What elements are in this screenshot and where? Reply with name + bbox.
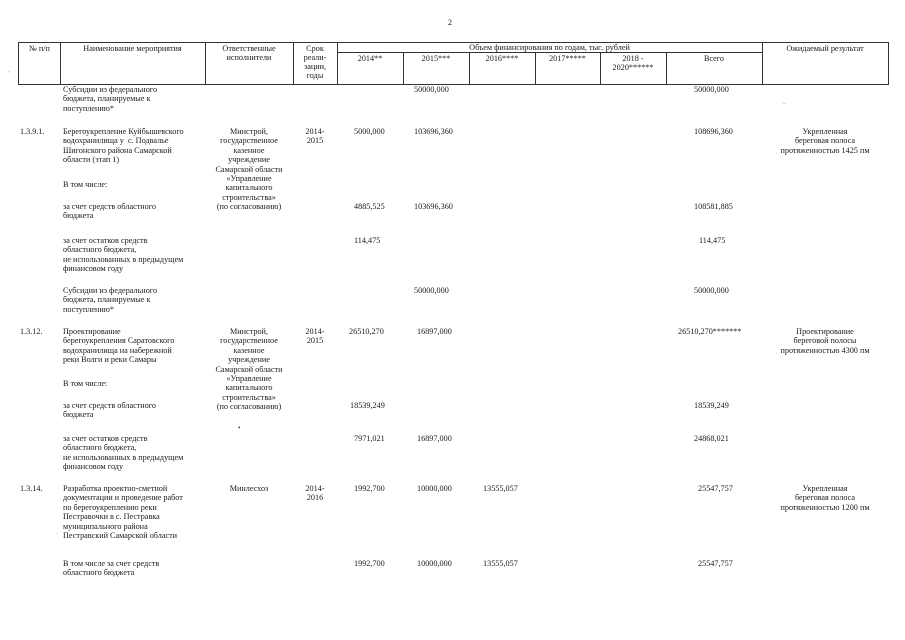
cell-term-1312: 2014- 2015: [305, 327, 325, 346]
cell-num-1312: 1.3.12.: [20, 327, 43, 336]
cell-name-1312-sub2: за счет остатков средств областного бюджета, не использованных в предыдущем финансовом году: [63, 434, 184, 472]
cell-value-1314-sub1-2014: 1992,700: [354, 559, 385, 568]
cell-value-1312-sub1-total: 18539,249: [694, 401, 729, 410]
cell-value-1312-2015: 16897,000: [417, 327, 452, 336]
cell-value-1391-2014: 5000,000: [354, 127, 385, 136]
cell-value-1312-sub2-2015: 16897,000: [417, 434, 452, 443]
cell-value-1391-total: 108696,360: [694, 127, 733, 136]
cell-value-1314-total: 25547,757: [698, 484, 733, 493]
cell-value-1391-sub3-2015: 50000,000: [414, 286, 449, 295]
cell-name-1391: Берегоукрепление Куйбышевского водохранилища у с. Подвалье Шигонского района Самарской области (этап 1): [63, 127, 184, 165]
cell-value-1314-sub1-2016: 13555,057: [483, 559, 518, 568]
cell-name-1391-sub3: Субсидии из федерального бюджета, планируемые к поступлению*: [63, 286, 158, 314]
cell-value-1391-sub1-2015: 103696,360: [414, 202, 453, 211]
page-number: 2: [448, 18, 452, 27]
cell-value-1314-2015: 10000,000: [417, 484, 452, 493]
cell-name-top-subsidy: Субсидии из федерального бюджета, планируемые к поступлению*: [63, 85, 158, 113]
cell-term-1314: 2014- 2016: [305, 484, 325, 503]
cell-value-1312-total: 26510,270*******: [678, 327, 742, 336]
cell-name-1312: Проектирование берегоукрепления Саратовского водохранилища на набережной реки Волги и реки Самары: [63, 327, 175, 365]
cell-name-1314: Разработка проектно-сметной документации и проведение работ по берегоукреплению реки Пестравочки в с. Пестравка муниципального района Пестравский Самарской области: [63, 484, 183, 541]
cell-name-1314-sub1: В том числе за счет средств областного бюджета: [63, 559, 160, 578]
header-2014: 2014**: [357, 54, 383, 63]
cell-name-1391-sub2: за счет остатков средств областного бюджета, не использованных в предыдущем финансовом году: [63, 236, 184, 274]
cell-name-1312-sub1: за счет средств областного бюджета: [63, 401, 157, 420]
header-finance: Объем финансирования по годам, тыс. рублей: [469, 43, 630, 52]
cell-num-1314: 1.3.14.: [20, 484, 43, 493]
cell-resp-1312: Минстрой, государственное казенное учреждение Самарской области «Управление капитального строительства» (по согласованию): [215, 327, 283, 412]
header-result: Ожидаемый результат: [786, 44, 864, 53]
scan-speck: ~: [782, 100, 786, 108]
cell-incl-1312: В том числе:: [63, 379, 108, 388]
cell-value-1312-sub2-total: 24868,021: [694, 434, 729, 443]
cell-value-1314-sub1-2015: 10000,000: [417, 559, 452, 568]
scan-speck: ,: [8, 66, 10, 74]
cell-value-1312-2014: 26510,270: [349, 327, 384, 336]
cell-value-1391-sub1-2014: 4885,525: [354, 202, 385, 211]
cell-value-1312-sub2-2014: 7971,021: [354, 434, 385, 443]
header-2018-2020: 2018 - 2020******: [612, 54, 654, 72]
cell-result-1312: Проектирование береговой полосы протяженностью 4300 пм: [780, 327, 870, 355]
cell-value-1314-2016: 13555,057: [483, 484, 518, 493]
cell-num-1391: 1.3.9.1.: [20, 127, 45, 136]
header-name: Наименование мероприятия: [83, 44, 182, 53]
cell-name-1391-sub1: за счет средств областного бюджета: [63, 202, 157, 221]
scan-speck: •: [238, 424, 241, 432]
cell-resp-1314: Минлесхоз: [229, 484, 269, 493]
cell-result-1391: Укрепленная береговая полоса протяженностью 1425 пм: [780, 127, 870, 155]
header-term: Срок реали- зации, годы: [303, 44, 327, 80]
cell-value-1312-sub1-2014: 18539,249: [350, 401, 385, 410]
cell-term-1391: 2014- 2015: [305, 127, 325, 146]
cell-incl-1391: В том числе:: [63, 180, 108, 189]
header-2015: 2015***: [421, 54, 451, 63]
header-year-divider: [337, 52, 762, 53]
cell-value-1314-2014: 1992,700: [354, 484, 385, 493]
header-2016: 2016****: [485, 54, 519, 63]
header-2017: 2017*****: [549, 54, 586, 63]
cell-resp-1391: Минстрой, государственное казенное учреждение Самарской области «Управление капитального строительства» (по согласованию): [215, 127, 283, 212]
scan-speck: ·: [56, 530, 59, 538]
cell-value-1391-sub3-total: 50000,000: [694, 286, 729, 295]
header-responsible: Ответственные исполнители: [222, 44, 276, 62]
cell-value-1314-sub1-total: 25547,757: [698, 559, 733, 568]
cell-value-top-subsidy-total: 50000,000: [694, 85, 729, 94]
header-total: Всего: [703, 54, 725, 63]
cell-value-top-subsidy-2015: 50000,000: [414, 85, 449, 94]
cell-value-1391-sub1-total: 108581,885: [694, 202, 733, 211]
header-num: № п/п: [29, 44, 50, 53]
cell-value-1391-2015: 103696,360: [414, 127, 453, 136]
cell-value-1391-sub2-total: 114,475: [699, 236, 726, 245]
cell-value-1391-sub2-2014: 114,475: [354, 236, 381, 245]
col-border-11: [888, 42, 889, 85]
cell-result-1314: Укрепленная береговая полоса протяженностью 1200 пм: [780, 484, 870, 512]
